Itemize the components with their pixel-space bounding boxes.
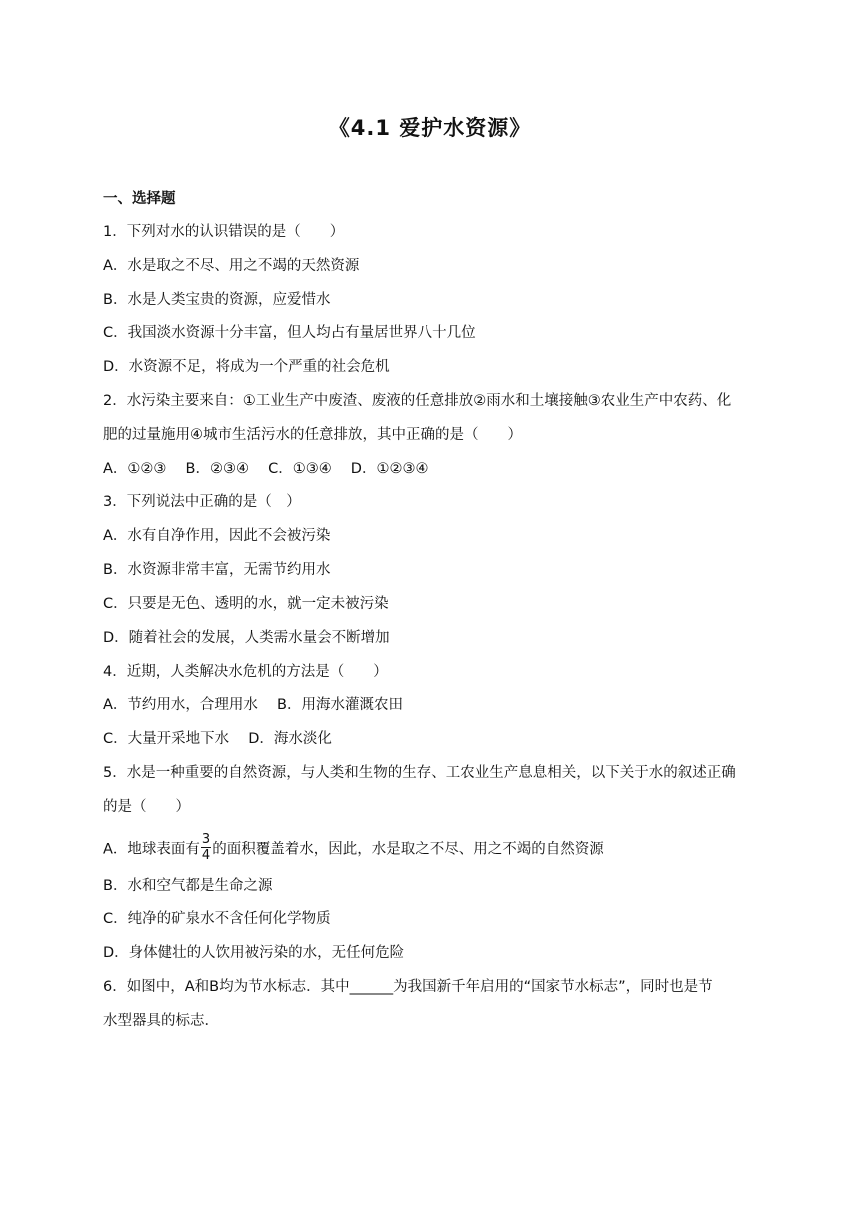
question-5-option-d: D．身体健壮的人饮用被污染的水，无任何危险	[103, 945, 405, 961]
question-1-option-c: C．我国淡水资源十分丰富，但人均占有量居世界八十几位	[103, 325, 476, 341]
question-5-option-a	[103, 832, 604, 864]
question-1-option-b: B．水是人类宝贵的资源，应爱惜水	[103, 292, 331, 308]
fraction	[201, 833, 211, 862]
question-6-stem-line-1: 6．如图中，A和B均为节水标志．其中______为我国新千年启用的“国家节水标志”，同时也是节	[103, 979, 713, 995]
question-5-stem-line-2: 的是（ ）	[103, 799, 190, 815]
question-4-options-ab: A．节约用水，合理用水 B．用海水灌溉农田	[103, 697, 403, 713]
question-3-option-a: A．水有自净作用，因此不会被污染	[103, 528, 331, 544]
question-5-option-c: C．纯净的矿泉水不含任何化学物质	[103, 911, 331, 927]
fraction-numerator: 3	[201, 832, 211, 847]
question-2-stem-line-1: 2．水污染主要来自：①工业生产中废渣、废液的任意排放②雨水和土壤接触③农业生产中农药、化	[103, 393, 732, 409]
question-3-option-c: C．只要是无色、透明的水，就一定未被污染	[103, 596, 389, 612]
question-5-option-b: B．水和空气都是生命之源	[103, 878, 273, 894]
question-1-option-d: D．水资源不足，将成为一个严重的社会危机	[103, 359, 390, 375]
question-1-stem: 1．下列对水的认识错误的是（ ）	[103, 224, 345, 240]
question-4-stem: 4．近期，人类解决水危机的方法是（ ）	[103, 664, 388, 680]
option-a-suffix: 的面积覆盖着水，因此，水是取之不尽、用之不竭的自然资源	[212, 841, 604, 858]
section-heading: 一、选择题	[103, 191, 176, 207]
document-title: 《4.1 爱护水资源》	[328, 116, 532, 140]
question-4-options-cd: C．大量开采地下水 D．海水淡化	[103, 731, 332, 747]
question-2-stem-line-2: 肥的过量施用④城市生活污水的任意排放，其中正确的是（ ）	[103, 427, 522, 443]
option-a-prefix: A．地球表面有	[103, 841, 200, 858]
question-3-option-b: B．水资源非常丰富，无需节约用水	[103, 562, 331, 578]
question-1-option-a: A．水是取之不尽、用之不竭的天然资源	[103, 258, 360, 274]
question-3-option-d: D．随着社会的发展，人类需水量会不断增加	[103, 630, 390, 646]
question-6-stem-line-2: 水型器具的标志．	[103, 1013, 219, 1029]
question-2-options: A．①②③ B．②③④ C．①③④ D．①②③④	[103, 461, 429, 477]
fraction-denominator: 4	[201, 848, 211, 863]
question-5-stem-line-1: 5．水是一种重要的自然资源，与人类和生物的生存、工农业生产息息相关，以下关于水的叙述正确	[103, 765, 736, 781]
question-3-stem: 3．下列说法中正确的是（ ）	[103, 494, 301, 510]
